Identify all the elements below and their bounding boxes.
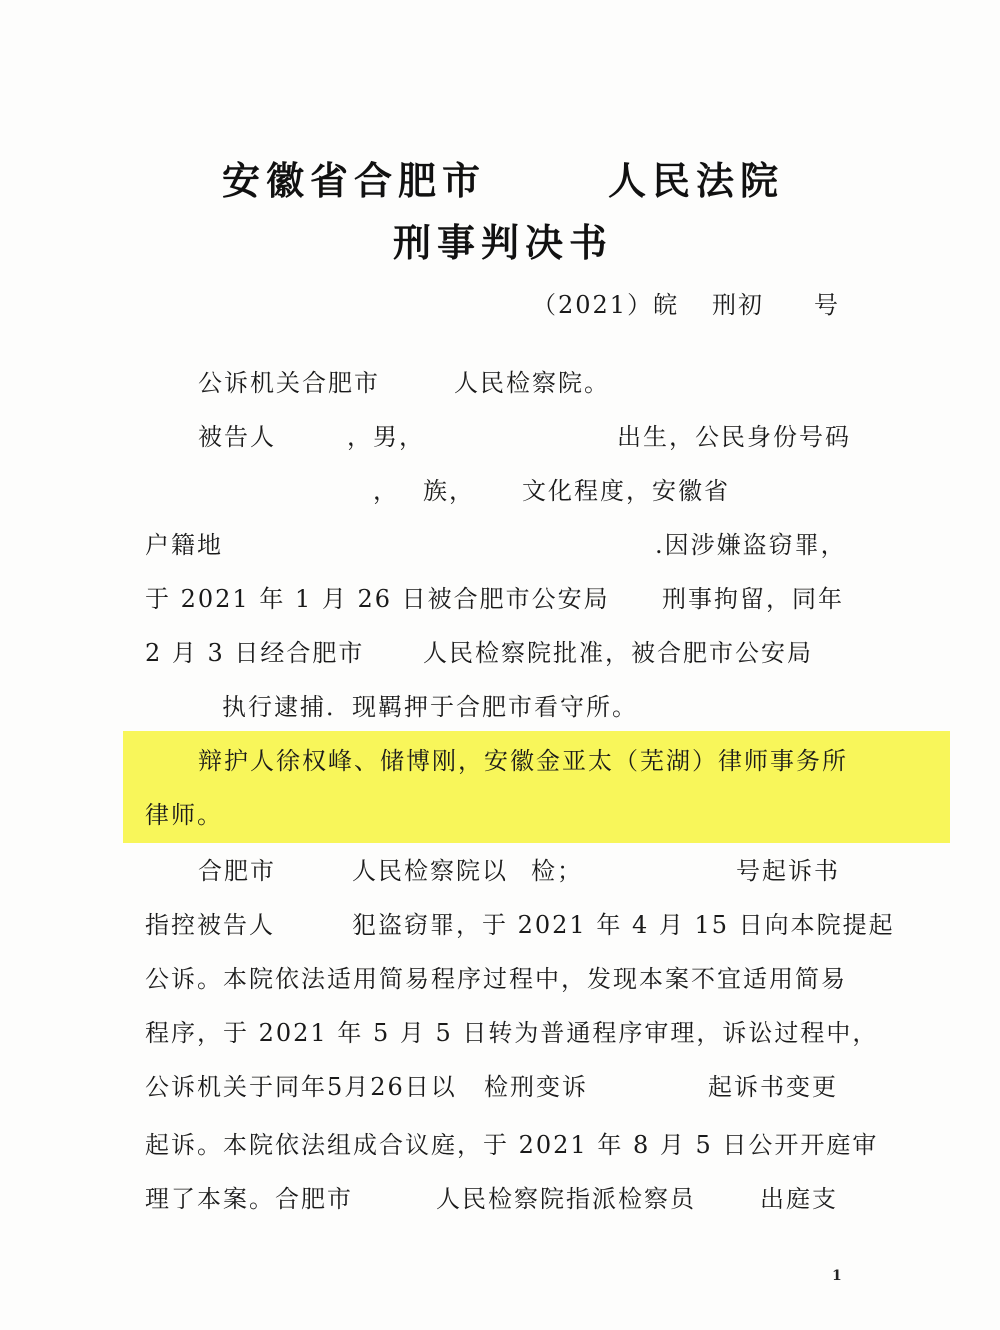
- procedure-line5-part2: 检刑变诉: [484, 1073, 588, 1101]
- procedure-line3: 公诉。本院依法适用简易程序过程中，发现本案不宜适用简易: [145, 965, 847, 993]
- defendant-line1-part2: ，男，: [347, 423, 425, 451]
- procedure-line6: 起诉。本院依法组成合议庭，于 2021 年 8 月 5 日公开开庭审: [145, 1131, 879, 1159]
- defendant-line2-part1: ，: [373, 477, 399, 505]
- procedure-line7-part3: 出庭支: [760, 1185, 838, 1213]
- procedure-line7-part1: 理了本案。合肥市: [145, 1185, 353, 1213]
- procedure-line7-part2: 人民检察院指派检察员: [436, 1185, 696, 1213]
- court-title-left: 安徽省合肥市: [222, 159, 487, 203]
- procedure-line5-part1: 公诉机关于同年5月26日以: [145, 1073, 457, 1101]
- defense-line1: 辩护人徐权峰、储博刚，安徽金亚太（芜湖）律师事务所: [198, 747, 848, 775]
- procedure-line1-part1: 合肥市: [198, 857, 276, 885]
- defendant-line1-part1: 被告人: [198, 423, 276, 451]
- case-number-year: （2021）皖: [532, 291, 680, 319]
- page-number: 1: [832, 1268, 842, 1284]
- procedure-line1-part4: 号起诉书: [736, 857, 840, 885]
- procedure-line1-part3: 检；: [531, 857, 583, 885]
- procedure-line2-part2: 犯盗窃罪，于 2021 年 4 月 15 日向本院提起: [352, 911, 895, 939]
- procedure-line2-part1: 指控被告人: [145, 911, 275, 939]
- procedure-line5-part3: 起诉书变更: [708, 1073, 838, 1101]
- defense-line2: 律师。: [145, 801, 223, 829]
- defendant-line5-part1: 2 月 3 日经合肥市: [145, 639, 365, 667]
- defendant-line6: 执行逮捕．现羁押于合肥市看守所。: [222, 693, 638, 721]
- defendant-line4-part1: 于 2021 年 1 月 26 日被合肥市公安局: [145, 585, 610, 613]
- defendant-line3-part2: .因涉嫌盗窃罪，: [655, 531, 847, 559]
- defendant-line2-part2: 族，: [423, 477, 475, 505]
- procedure-line4: 程序，于 2021 年 5 月 5 日转为普通程序审理，诉讼过程中，: [145, 1019, 879, 1047]
- prosecutor-part1: 公诉机关合肥市: [198, 369, 380, 397]
- case-number-suffix: 号: [814, 291, 840, 319]
- prosecutor-part2: 人民检察院。: [454, 369, 610, 397]
- defendant-line4-part2: 刑事拘留，同年: [662, 585, 844, 613]
- defendant-line5-part2: 人民检察院批准，被合肥市公安局: [423, 639, 813, 667]
- document-type-title: 刑事判决书: [393, 221, 614, 265]
- procedure-line1-part2: 人民检察院以: [352, 857, 508, 885]
- defendant-line3-part1: 户籍地: [145, 531, 223, 559]
- defendant-line2-part3: 文化程度，安徽省: [522, 477, 730, 505]
- court-title-right: 人民法院: [608, 159, 785, 203]
- defendant-line1-part3: 出生，公民身份号码: [617, 423, 851, 451]
- case-number-type: 刑初: [712, 291, 764, 319]
